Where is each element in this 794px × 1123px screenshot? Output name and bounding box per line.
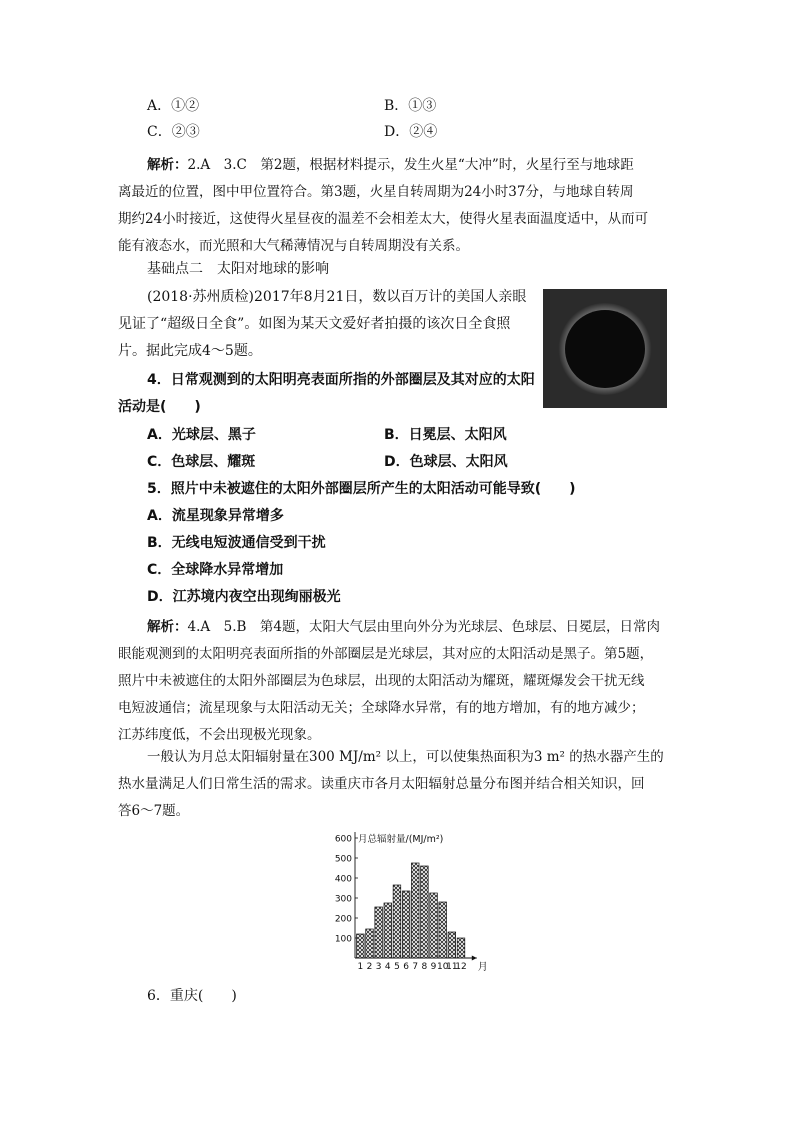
q5-option-b: B．无线电短波通信受到干扰: [147, 535, 326, 551]
analysis-2-line-1: 解析：4.A 5.B 第4题，太阳大气层由里向外分为光球层、色球层、日冕层，日常肉: [147, 619, 661, 635]
q5-option-c: C．全球降水异常增加: [147, 562, 284, 578]
x-tick-label: 2: [366, 962, 373, 972]
q4-option-b: B．日冕层、太阳风: [384, 427, 507, 443]
x-tick-label: 4: [384, 962, 391, 972]
intro-6-7-line-1: 一般认为月总太阳辐射量在300 MJ/m² 以上，可以使集热面积为3 m² 的热水器产生的: [147, 749, 664, 765]
q3-option-a: A．①②: [147, 98, 200, 114]
analysis-2-rest: [118, 641, 678, 749]
q6-stem: 6．重庆( ): [147, 988, 237, 1004]
bar: [393, 885, 401, 958]
bar: [448, 932, 456, 958]
bar: [457, 938, 465, 958]
x-axis-arrow: [472, 956, 477, 961]
q4-option-c: C．色球层、耀斑: [147, 454, 256, 470]
q5-stem: 5．照片中未被遮住的太阳外部圈层所产生的太阳活动可能导致( ): [147, 481, 576, 497]
bar: [402, 891, 410, 958]
q3-option-d: D．②④: [384, 124, 438, 140]
q3-option-b: B．①③: [384, 98, 437, 114]
eclipse-photo: [543, 289, 667, 408]
analysis-2-line-3: 照片中未被遮住的太阳外部圈层为色球层，出现的太阳活动为耀斑，耀斑爆发会干扰无线: [118, 673, 645, 689]
chart-plot-area: [335, 832, 488, 973]
y-tick-label: 600: [334, 834, 352, 845]
y-tick-label: 500: [334, 854, 352, 865]
bar: [375, 907, 383, 958]
y-tick-label: 200: [334, 914, 352, 925]
y-tick-label: 100: [334, 934, 352, 945]
intro-source: (2018·苏州质检): [147, 289, 255, 305]
analysis-1-label: 解析：: [147, 157, 188, 173]
section-heading: 基础点二 太阳对地球的影响: [147, 261, 329, 277]
x-tick-label: 8: [421, 962, 428, 972]
x-tick-label: 11: [446, 962, 458, 972]
q5-option-d: D．江苏境内夜空出现绚丽极光: [147, 589, 341, 605]
x-axis-label: 月: [477, 962, 488, 973]
analysis-2-line-5: 江苏纬度低，不会出现极光现象。: [118, 727, 321, 743]
y-tick-label: 400: [334, 874, 352, 885]
bar: [357, 934, 365, 958]
analysis-1-line-1: 解析：2.A 3.C 第2题，根据材料提示，发生火星“大冲”时，火星行至与地球距: [147, 157, 634, 173]
x-tick-label: 5: [394, 962, 400, 972]
x-tick-label: 1: [357, 962, 364, 972]
x-tick-label: 6: [403, 962, 409, 972]
q5-option-a: A．流星现象异常增多: [147, 508, 284, 524]
analysis-1-line-2: 离最近的位置，图中甲位置符合。第3题，火星自转周期为24小时37分，与地球自转周: [118, 184, 634, 200]
x-tick-label: 7: [412, 962, 419, 972]
x-tick-label: 12: [455, 962, 467, 972]
bar: [411, 863, 419, 958]
analysis-1: [147, 152, 634, 179]
x-tick-label: 9: [430, 962, 437, 972]
q4-stem-line-2: 活动是( ): [118, 399, 201, 415]
eclipse-moon: [565, 310, 645, 388]
bar: [421, 866, 429, 958]
x-tick-label: 10: [436, 962, 449, 972]
bar: [384, 903, 392, 958]
intro-6-7-line-3: 答6～7题。: [118, 803, 190, 819]
analysis-1-rest: [118, 179, 678, 260]
analysis-2-line-4: 电短波通信；流星现象与太阳活动无关；全球降水异常，有的地方增加，有的地方减少；: [118, 700, 645, 716]
q4-option-d: D．色球层、太阳风: [384, 454, 508, 470]
x-tick-label: 3: [375, 962, 382, 972]
y-axis-label: 月总辐射量/(MJ/m²): [358, 834, 444, 845]
intro-4-5-line-2: 见证了“超级日全食”。如图为某天文爱好者拍摄的该次日全食照: [118, 316, 511, 332]
analysis-1-line-4: 能有液态水，而光照和大气稀薄情况与自转周期没有关系。: [118, 238, 469, 254]
bar: [366, 929, 374, 958]
y-tick-label: 300: [334, 894, 352, 905]
analysis-2-label: 解析：: [147, 619, 188, 635]
analysis-2-line-2: 眼能观测到的太阳明亮表面所指的外部圈层是光球层，其对应的太阳活动是黑子。第5题，: [118, 646, 654, 662]
q4-stem-line-1: 4．日常观测到的太阳明亮表面所指的外部圈层及其对应的太阳: [147, 372, 535, 388]
intro-4-5-line-3: 片。据此完成4～5题。: [118, 343, 262, 359]
intro-4-5-line-1: (2018·苏州质检)2017年8月21日，数以百万计的美国人亲眼: [147, 289, 527, 305]
bar: [430, 893, 438, 958]
analysis-1-line-3: 期约24小时接近，这使得火星昼夜的温差不会相差太大，使得火星表面温度适中，从而可: [118, 211, 649, 227]
q3-option-c: C．②③: [147, 124, 200, 140]
q4-option-a: A．光球层、黑子: [147, 427, 256, 443]
intro-6-7-line-2: 热水量满足人们日常生活的需求。读重庆市各月太阳辐射总量分布图并结合相关知识，回: [118, 776, 645, 792]
bar: [439, 902, 447, 958]
